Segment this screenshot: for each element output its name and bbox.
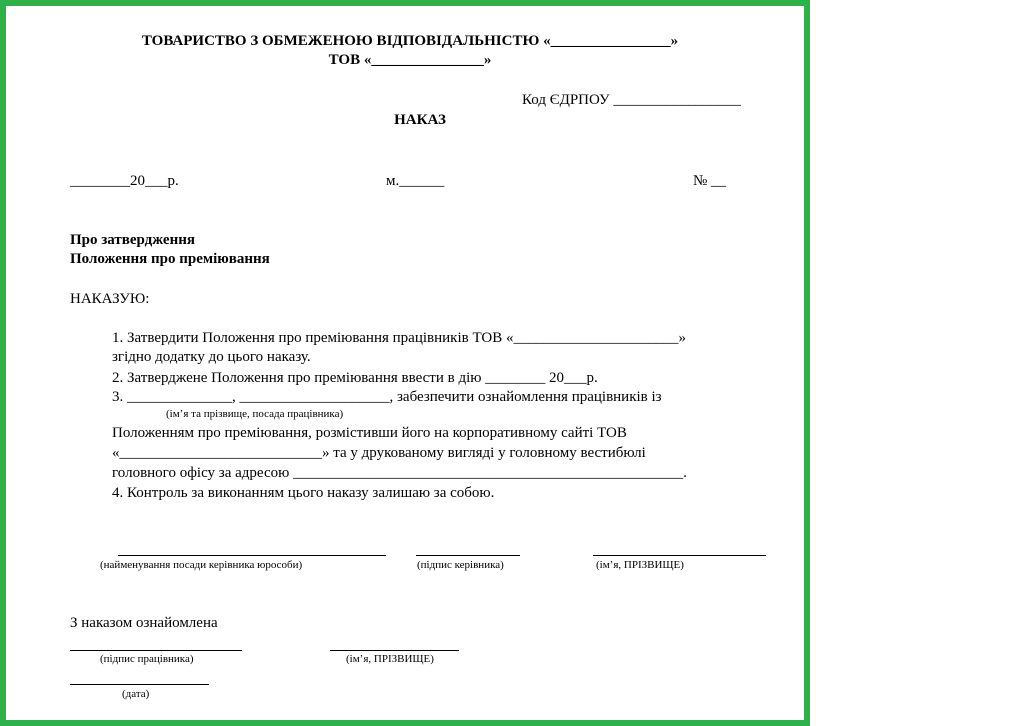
director-signature-line <box>416 555 520 556</box>
subject-line-1: Про затвердження <box>70 232 195 248</box>
position-caption: (найменування посади керівника юрособи) <box>100 559 303 571</box>
order-number: № __ <box>693 173 727 189</box>
item-3-caption: (ім’я та прізвище, посада працівника) <box>166 408 344 420</box>
position-line <box>118 555 386 556</box>
item-3-line-4: головного офісу за адресою ____________________________________________________. <box>112 465 687 481</box>
item-1-line-2: згідно додатку до цього наказу. <box>112 349 311 365</box>
director-signature-caption: (підпис керівника) <box>417 559 504 571</box>
item-3-line-1: 3. ______________, ____________________, забезпечити ознайомлення працівників із <box>112 389 662 405</box>
director-name-line <box>593 555 766 556</box>
order-city: м.______ <box>386 173 445 189</box>
item-2: 2. Затверджене Положення про преміювання ввести в дію ________ 20___р. <box>112 370 598 386</box>
date-line <box>70 684 209 685</box>
item-4: 4. Контроль за виконанням цього наказу залишаю за собою. <box>112 485 495 501</box>
item-1-line-1: 1. Затвердити Положення про преміювання працівників ТОВ «______________________» <box>112 330 686 346</box>
item-3-line-2: Положенням про преміювання, розмістивши його на корпоративному сайті ТОВ <box>112 425 627 441</box>
employee-signature-line <box>70 650 242 651</box>
employee-name-line <box>330 650 459 651</box>
acknowledgement-title: З наказом ознайомлена <box>70 615 218 631</box>
date-caption: (дата) <box>122 688 150 700</box>
employee-name-caption: (ім’я, ПРІЗВИЩЕ) <box>346 653 434 665</box>
director-name-caption: (ім’я, ПРІЗВИЩЕ) <box>596 559 684 571</box>
order-word: НАКАЗУЮ: <box>70 291 150 307</box>
employee-signature-caption: (підпис працівника) <box>100 653 194 665</box>
document-title: НАКАЗ <box>394 112 446 128</box>
item-3-line-3: «___________________________» та у друкованому вигляді у головному вестибюлі <box>112 445 646 461</box>
company-short-name: ТОВ «_______________» <box>328 52 492 68</box>
order-date: ________20___р. <box>70 173 179 189</box>
company-full-name: ТОВАРИСТВО З ОБМЕЖЕНОЮ ВІДПОВІДАЛЬНІСТЮ «________________» <box>141 33 679 49</box>
subject-line-2: Положення про преміювання <box>70 251 270 267</box>
edrpou-code: Код ЄДРПОУ _________________ <box>522 92 741 108</box>
